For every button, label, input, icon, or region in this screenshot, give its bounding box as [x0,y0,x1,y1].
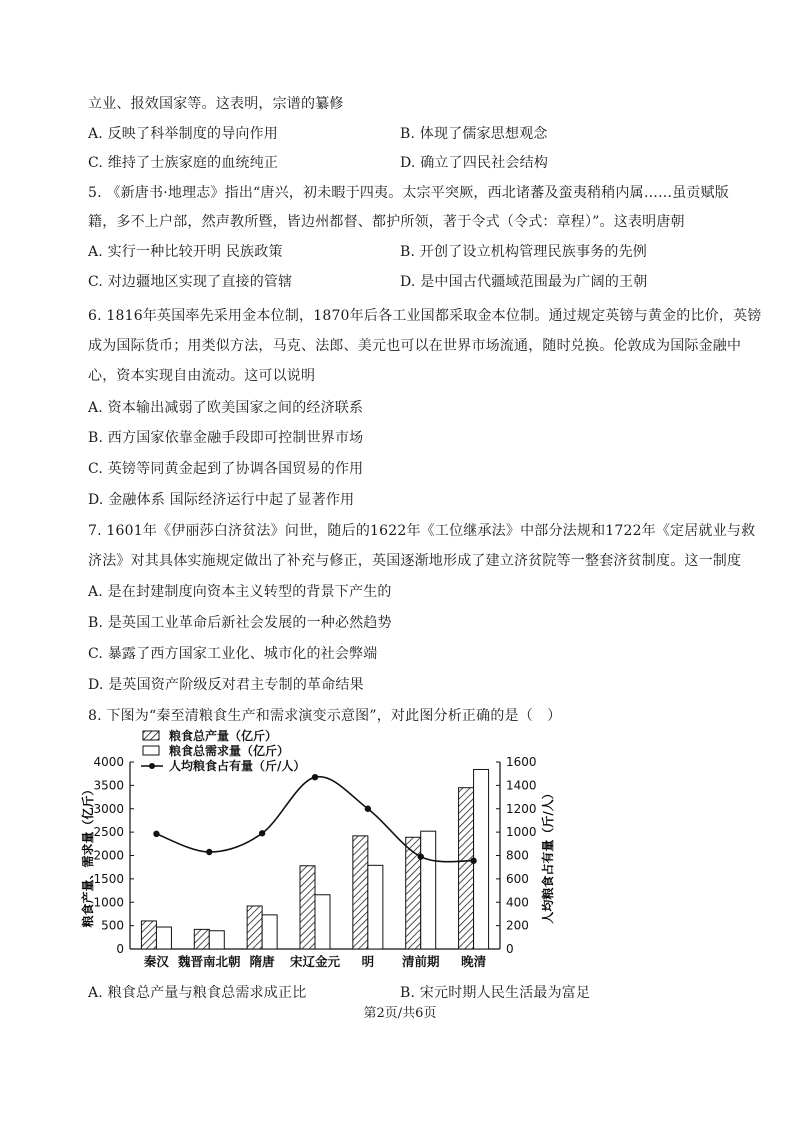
y-axis-label-right: 人均粮食占有量（斤/人） [541,787,555,924]
q7-stem-line1: 7. 1601年《伊丽莎白济贫法》问世，随后的1622年《工位继承法》中部分法规和1722年《定居就业与救 [88,523,756,539]
y-tick-label-right: 1200 [506,801,537,816]
bar-demand [315,895,330,949]
q5-stem-line1: 5. 《新唐书·地理志》指出“唐兴，初未暇于四夷。太宗平突厥，西北诸蕃及蛮夷稍稍内属……虽贡赋版 [88,185,730,201]
q4-stem-tail: 立业、报效国家等。这表明，宗谱的纂修 [88,96,344,112]
chart-categories [143,954,487,969]
y-tick-label-right: 1000 [506,825,537,840]
y-tick-label-left: 2000 [93,848,124,863]
legend-label: 粮食总需求量（亿斤） [169,744,290,758]
q7-option-c: C. 暴露了西方国家工业化、城市化的社会弊端 [88,646,378,662]
q5-stem-line2: 籍，多不上户部，然声教所暨，皆边州都督、都护所领，著于令式（令式：章程）”。这表明唐朝 [88,214,685,230]
legend-swatch-dot [149,763,155,769]
bar-demand [262,915,277,949]
y-tick-label-right: 400 [506,895,529,910]
legend-swatch [143,731,159,740]
bar-demand [421,831,436,949]
y-tick-label-left: 0 [116,942,124,956]
y-tick-label-right: 600 [506,871,529,886]
bar-production [406,837,421,949]
legend-swatch [143,746,159,755]
category-label: 宋辽金元 [289,954,341,969]
per-capita-point [312,774,318,780]
y-tick-label-right: 0 [506,942,514,956]
y-tick-label-right: 800 [506,848,529,863]
q6-stem-line3: 心，资本实现自由流动。这可以说明 [88,368,316,384]
q5-option-a: A. 实行一种比较开明 民族政策 [88,244,283,260]
per-capita-point [259,830,265,836]
per-capita-point [470,858,476,864]
per-capita-point [365,806,371,812]
y-tick-label-left: 500 [101,918,124,933]
per-capita-point [418,853,424,859]
q6-option-a: A. 资本输出减弱了欧美国家之间的经济联系 [88,400,364,416]
y-tick-label-left: 3500 [93,778,124,793]
q7-option-d: D. 是英国资产阶级反对君主专制的革命结果 [88,677,364,693]
q6-option-c: C. 英镑等同黄金起到了协调各国贸易的作用 [88,461,364,477]
q4-option-b: B. 体现了儒家思想观念 [400,126,548,142]
category-label: 清前期 [401,954,440,969]
q8-stem: 8. 下图为“秦至清粮食生产和需求演变示意图”，对此图分析正确的是（ ） [88,708,562,724]
per-capita-point [206,849,212,855]
y-axis-label-left: 粮食产量、需求量（亿斤） [81,783,95,928]
q7-stem-line2: 济法》对其具体实施规定做出了补充与修正，英国逐渐地形成了建立济贫院等一整套济贫制度。这一制度 [88,553,742,569]
q6-option-d: D. 金融体系 国际经济运行中起了显著作用 [88,492,355,508]
chart-bars [141,769,488,949]
y-tick-label-right: 1600 [506,755,537,769]
bar-production [459,788,474,949]
bar-demand [368,865,383,949]
per-capita-point [153,831,159,837]
q4-option-c: C. 维持了士族家庭的血统纯正 [88,155,279,171]
bar-production [353,836,368,949]
q5-option-b: B. 开创了设立机构管理民族事务的先例 [400,244,647,260]
q7-option-a: A. 是在封建制度向资本主义转型的背景下产生的 [88,584,392,600]
y-tick-label-left: 4000 [93,755,124,769]
q4-option-d: D. 确立了四民社会结构 [400,155,549,171]
y-tick-label-left: 1000 [93,895,124,910]
bar-production [141,921,156,949]
q7-option-b: B. 是英国工业革命后新社会发展的一种必然趋势 [88,615,392,631]
category-label: 秦汉 [143,954,169,969]
category-label: 晚清 [461,954,487,969]
q4-option-a: A. 反映了科举制度的导向作用 [88,126,279,142]
q8-option-a: A. 粮食总产量与粮食总需求成正比 [88,985,307,1001]
bar-demand [156,927,171,949]
category-label: 隋唐 [249,954,275,969]
y-tick-label-left: 2500 [93,825,124,840]
legend-label: 粮食总产量（亿斤） [169,729,278,743]
page-footer: 第2页/共6页 [363,1006,437,1021]
q6-option-b: B. 西方国家依靠金融手段即可控制世界市场 [88,430,364,446]
y-tick-label-right: 1400 [506,778,537,793]
y-tick-label-left: 3000 [93,801,124,816]
y-tick-label-right: 200 [506,918,529,933]
y-tick-label-left: 1500 [93,871,124,886]
bar-production [194,929,209,949]
q6-stem-line1: 6. 1816年英国率先采用金本位制，1870年后各工业国都采取金本位制。通过规定英镑与黄金的比价，英镑 [88,308,762,324]
chart-legend [141,728,305,773]
q5-option-c: C. 对边疆地区实现了直接的管辖 [88,274,293,290]
grain-chart [0,727,800,977]
q8-option-b: B. 宋元时期人民生活最为富足 [400,985,591,1001]
category-label: 明 [361,954,375,969]
bar-production [300,866,315,949]
legend-label: 人均粮食占有量（斤/人） [169,759,306,773]
q6-stem-line2: 成为国际货币；用类似方法，马克、法郎、美元也可以在世界市场流通，随时兑换。伦敦成为国际金融中 [88,338,742,354]
bar-production [247,906,262,949]
bar-demand [209,931,224,949]
q5-option-d: D. 是中国古代疆域范围最为广阔的王朝 [400,274,648,290]
category-label: 魏晋南北朝 [178,954,241,969]
